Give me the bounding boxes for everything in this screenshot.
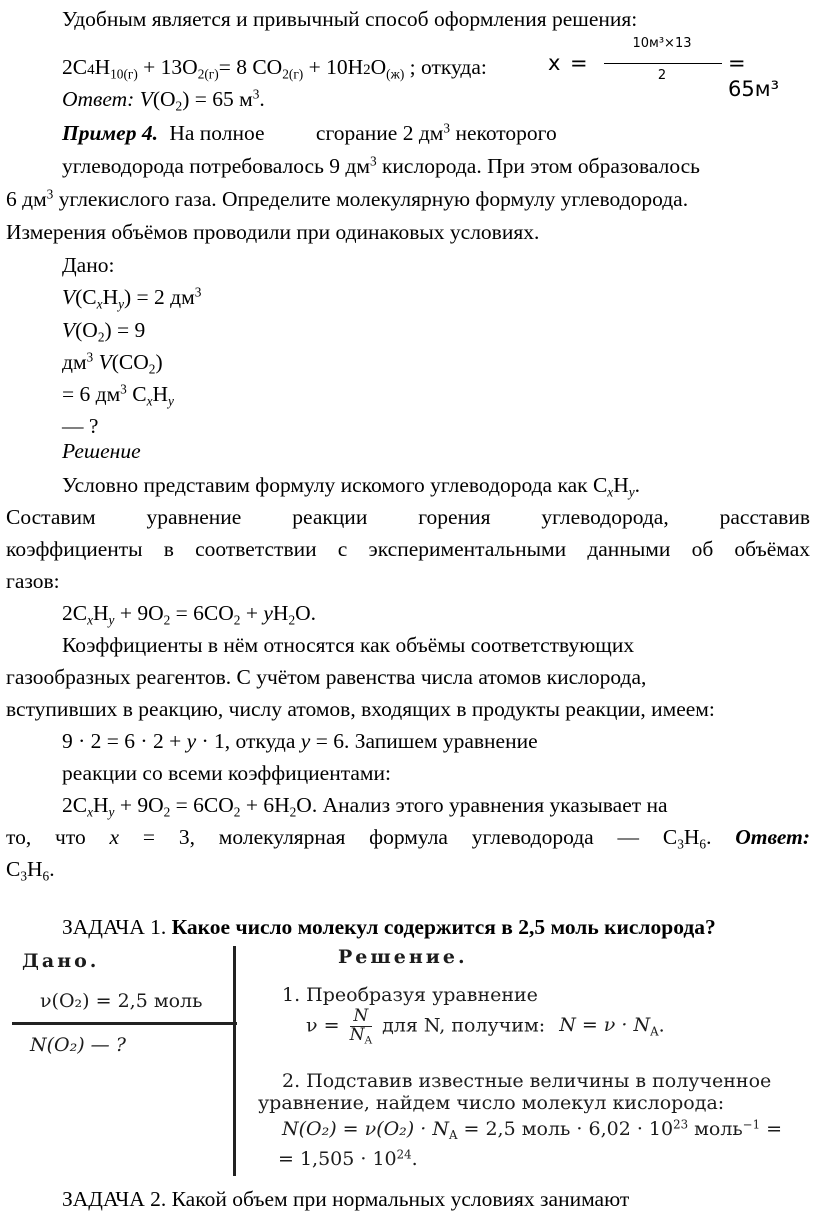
- example-4-line-3: 6 $дм^3$ углекислого газа. Определите молекулярную формулу углеводорода.: [6, 186, 689, 211]
- step-2-line-2: уравнение, найдем число молекул кислорода:: [258, 1092, 725, 1114]
- example-4-line-1: Пример 4. На полное сгорание 2 $дм^3$ некоторого: [62, 120, 557, 145]
- solution-heading: Решение.: [338, 946, 468, 968]
- given-value: ν(O₂) = 2,5 моль: [40, 990, 203, 1012]
- solution-p4: газов:: [6, 569, 60, 593]
- divider-vertical: [233, 946, 236, 1176]
- given-heading: Дано.: [22, 950, 100, 972]
- given-line-2: $V(O_2) = 9$: [62, 318, 146, 345]
- given-line-4: = 6 $дм^3$ $C_xH_y$: [62, 381, 174, 409]
- example-4-line-2: углеводорода потребовалось 9 $дм^3$ кислорода. При этом образовалось: [62, 153, 700, 178]
- task-2-heading: [62, 1186, 629, 1213]
- step-2-line-3: $N(O_2) = \nu(O_2) \cdot N_A = 2,5$ моль · $6,02 \cdot 10^{23}$ моль$^{-1}$ =: [282, 1117, 783, 1143]
- find-value: N(O₂) — ?: [30, 1034, 126, 1056]
- solution-p5: Коэффициенты в нём относятся как объёмы соответствующих: [62, 633, 635, 657]
- step-1: 1. Преобразуя уравнение: [282, 984, 538, 1006]
- task-1-scanned-solution: [0, 942, 816, 1177]
- step-2-line-1: 2. Подставив известные величины в полученное: [282, 1070, 772, 1092]
- example-4-line-4: Измерения объёмов проводили при одинаковых условиях.: [6, 220, 540, 244]
- solution-p6: газообразных реагентов. С учётом равенства числа атомов кислорода,: [6, 665, 647, 689]
- equation-1: $2C4H_{10(г)} + 13O_{2(г)}= 8$ $CO_{2(г)} + 10H2O_{(ж)}$ ; откуда:: [62, 55, 487, 82]
- solution-p2: Составим уравнение реакции горения углеводорода, расставив: [6, 505, 810, 529]
- task-2-label: ЗАДАЧА 2.: [62, 1187, 167, 1211]
- solution-p1: Условно представим формулу искомого углеводорода как $C_xH_y$.: [62, 473, 641, 500]
- given-line-3: $дм^3$ $V(CO_2)$: [62, 349, 163, 377]
- step-2-result: = $1,505 \cdot 10^{24}$.: [278, 1147, 418, 1170]
- equation-3: $2C_xH_y + 9O_2 = 6CO_2 + 6H_2O$. Анализ этого уравнения указывает на: [62, 793, 668, 820]
- given-line-1: $V(C_xH_y) = 2$ $дм^3$: [62, 284, 202, 312]
- solution-p9: реакции со всеми коэффициентами:: [62, 761, 392, 785]
- solution-p8: 9 · 2 = 6 · 2 + y · 1, откуда y = 6. Запишем уравнение: [62, 729, 538, 753]
- solution-label: Решение: [62, 439, 141, 463]
- fraction-bar: [604, 63, 722, 64]
- solution-p3: коэффициенты в соответствии с экспериментальными данными об объёмах: [6, 537, 810, 561]
- given-line-5: — ?: [62, 414, 99, 438]
- task-2-text: Какой объем при нормальных условиях занимают: [171, 1187, 630, 1211]
- solution-p12: $C_3H_6$.: [6, 857, 55, 884]
- task-1-heading: [62, 914, 716, 941]
- equation-2: $2C_xH_y + 9O_2 = 6CO_2 + yH_2O$.: [62, 601, 317, 628]
- task-1-label: ЗАДАЧА 1.: [62, 915, 167, 939]
- intro-line: Удобным является и привычный способ оформления решения:: [62, 7, 638, 31]
- divider-horizontal: [12, 1022, 237, 1025]
- example-4-label: Пример 4.: [62, 121, 158, 145]
- fraction-denominator: 2: [657, 68, 667, 83]
- given-label: Дано:: [62, 253, 115, 277]
- fraction-numerator: 10м³×13: [632, 36, 692, 51]
- step-1-formula: ν = $\frac{N}{N_A}$ для N, получим: $N = \nu \cdot N_A$.: [306, 1006, 665, 1047]
- answer-line-1: Ответ: $V(O_2) = 65$ $м^3$.: [62, 86, 265, 114]
- solution-p7: вступивших в реакцию, числу атомов, входящих в продукты реакции, имеем:: [6, 697, 715, 721]
- solution-p11: то, что x = 3, молекулярная формула углеводорода — $C_3H_6$. Ответ:: [6, 825, 810, 852]
- task-1-question: Какое число молекул содержится в 2,5 моль кислорода?: [171, 915, 716, 939]
